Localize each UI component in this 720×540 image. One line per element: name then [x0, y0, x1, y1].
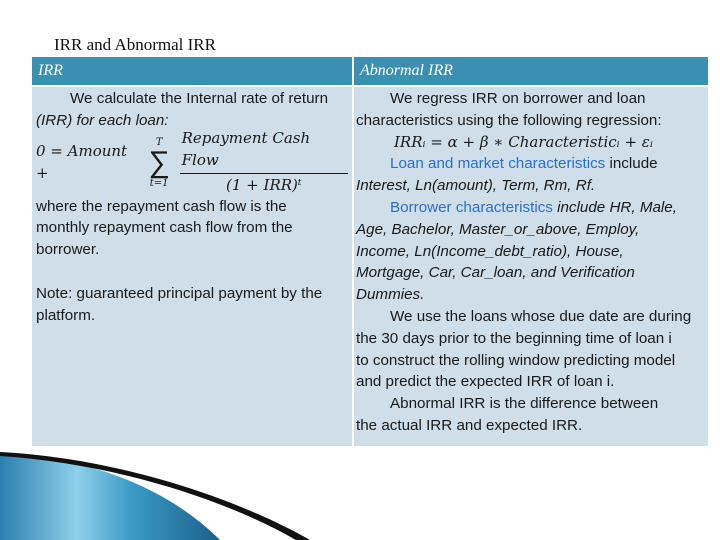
borrower-vars-line-1: Age, Bachelor, Master_or_above, Employ,	[356, 220, 640, 238]
formula-lhs: 0 = Amount +	[36, 141, 128, 182]
decorative-swoosh	[0, 450, 720, 540]
window-line-1: We use the loans whose due date are during	[390, 307, 692, 325]
loan-characteristics-tail: include	[605, 155, 658, 173]
sum-lower-limit: t=1	[149, 177, 169, 189]
comparison-table	[32, 57, 708, 446]
borrower-characteristics-line	[356, 197, 706, 219]
loan-characteristics-label: Loan and market characteristics	[390, 155, 606, 173]
regression-equation: IRRᵢ = α + β ∗ Characteristicᵢ + εᵢ	[394, 132, 653, 151]
borrower-vars-line-2: Income, Ln(Income_debt_ratio), House,	[356, 242, 624, 260]
abnormal-line-1: Abnormal IRR is the difference between	[390, 395, 659, 413]
cell-abnormal-irr	[354, 87, 708, 446]
cell-irr	[32, 87, 352, 446]
borrower-characteristics-label: Borrower characteristics	[390, 198, 553, 216]
sigma-icon: ∑	[148, 145, 170, 179]
window-line-3: to construct the rolling window predicting model	[356, 351, 676, 369]
borrower-characteristics-tail: include HR, Male,	[552, 198, 677, 216]
irr-intro-line-2: (IRR) for each loan:	[36, 111, 169, 129]
abn-line-2: characteristics using the following regression:	[356, 111, 662, 129]
irr-note-line-1: Note: guaranteed principal payment by the	[36, 284, 323, 302]
header-irr: IRR	[32, 57, 352, 85]
loan-characteristics-line	[356, 153, 706, 175]
sum-upper-limit: T	[155, 136, 163, 148]
summation-symbol	[144, 137, 175, 189]
irr-note-line-2: platform.	[36, 306, 96, 324]
fraction-numerator: Repayment Cash Flow	[180, 128, 348, 174]
slide-title: IRR and Abnormal IRR	[54, 35, 216, 54]
loan-characteristics-vars: Interest, Ln(amount), Term, Rm, Rf.	[356, 177, 596, 195]
formula-fraction	[180, 128, 348, 196]
abnormal-line-2: the actual IRR and expected IRR.	[356, 416, 583, 434]
abn-line-1: We regress IRR on borrower and loan	[390, 90, 646, 107]
borrower-vars-line-4: Dummies.	[356, 286, 425, 304]
header-abnormal-irr: Abnormal IRR	[354, 57, 708, 85]
irr-intro-line-1: We calculate the Internal rate of return	[70, 90, 329, 107]
irr-desc-line-3: borrower.	[36, 241, 100, 259]
irr-desc-line-1: where the repayment cash flow is the	[36, 197, 287, 215]
irr-formula	[36, 130, 348, 196]
window-line-4: and predict the expected IRR of loan i.	[356, 373, 615, 391]
fraction-denominator: (1 + IRR)ᵗ	[226, 176, 302, 194]
borrower-vars-line-3: Mortgage, Car, Car_loan, and Verification	[356, 264, 635, 282]
irr-desc-line-2: monthly repayment cash flow from the	[36, 219, 293, 237]
window-line-2: the 30 days prior to the beginning time of loan i	[356, 329, 672, 347]
